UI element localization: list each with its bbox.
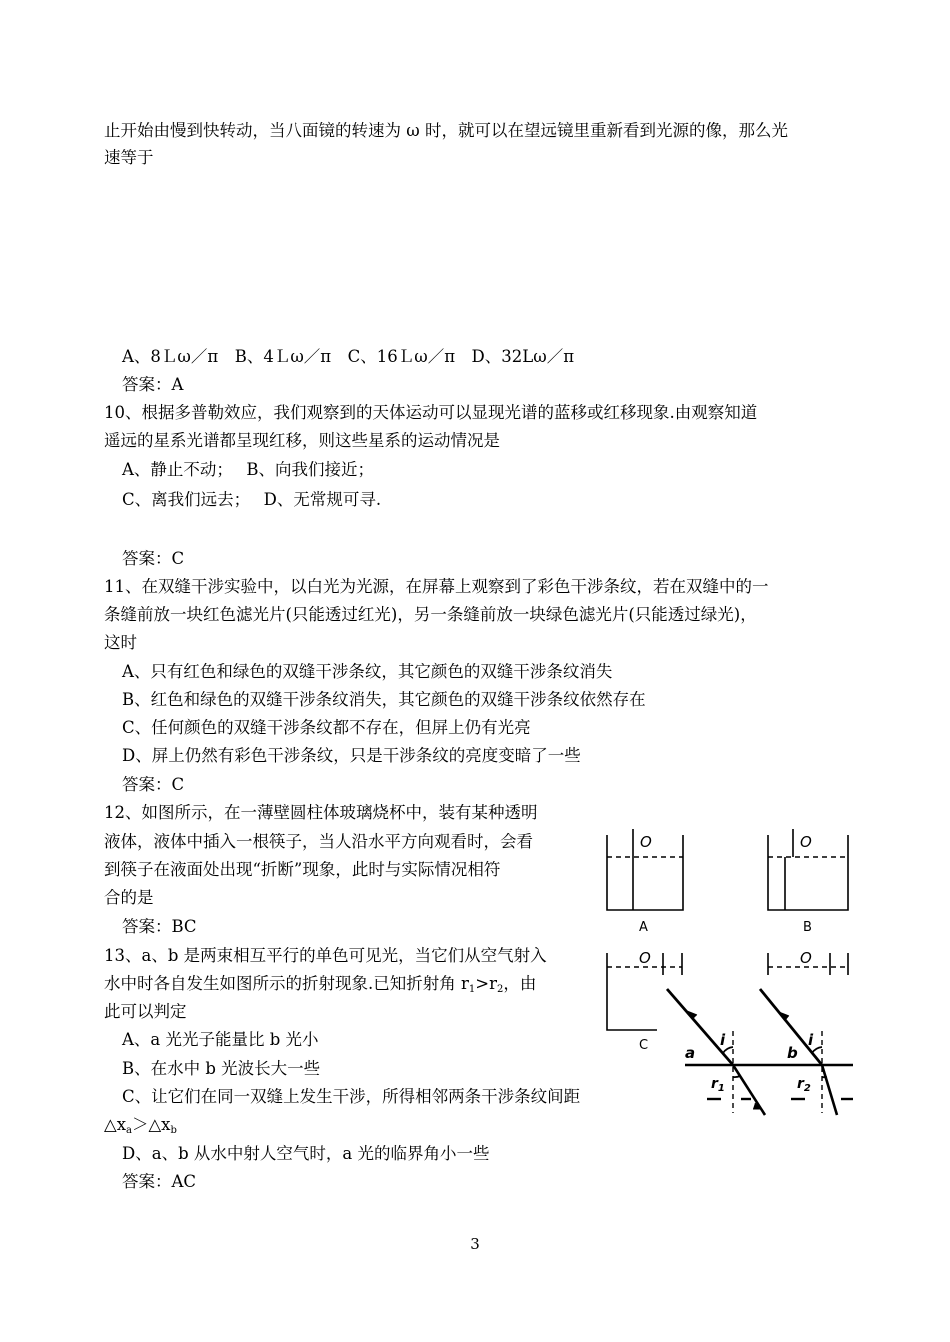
q11-text-line3: 这时 <box>104 633 137 652</box>
q13-c-gt: ＞△x <box>131 1115 171 1134</box>
angle-r1-r: r <box>711 1076 718 1092</box>
q9-text-line2: 速等于 <box>104 148 154 167</box>
q13-line2-pre: 水中时各自发生如图所示的折射现象.已知折射角 r <box>104 974 469 993</box>
ray-a-label: a <box>685 1044 696 1062</box>
q11-option-a: A、只有红色和绿色的双缝干涉条纹，其它颜色的双缝干涉条纹消失 <box>122 662 613 681</box>
ray-a-incident <box>667 989 733 1065</box>
q12-answer: 答案：BC <box>122 917 197 936</box>
q11-text-line2: 条缝前放一块红色滤光片(只能透过红光)，另一条缝前放一块绿色滤光片(只能透过绿光)， <box>104 605 757 624</box>
q13-line2-mid: >r <box>475 974 497 993</box>
q13-text-line1: 13、a、b 是两束相互平行的单色可见光，当它们从空气射入 <box>104 946 547 965</box>
q10-answer: 答案：C <box>122 549 185 568</box>
beaker-a-o-label: O <box>640 833 652 851</box>
q10-options-ab: A、静止不动； B、向我们接近； <box>122 460 375 479</box>
q11-option-c: C、任何颜色的双缝干涉条纹都不存在，但屏上仍有光亮 <box>122 718 531 737</box>
q9-options: A、8Ｌω／π B、4Ｌω／π C、16Ｌω／π D、32Lω／π <box>122 347 575 366</box>
q13-line2-sub2: 2 <box>496 984 504 995</box>
ray-b-refracted <box>822 1065 837 1115</box>
beaker-c-o-label: O <box>639 949 651 967</box>
q13-text-line2 <box>104 973 536 1001</box>
q13-option-d: D、a、b 从水中射人空气时，a 光的临界角小一些 <box>122 1144 490 1163</box>
q10-text-line1: 10、根据多普勒效应，我们观察到的天体运动可以显现光谱的蓝移或红移现象.由观察知道 <box>104 403 758 422</box>
beaker-b-label: B <box>803 920 812 935</box>
q13-option-c-line1: C、让它们在同一双缝上发生干涉，所得相邻两条干涉条纹间距 <box>122 1087 581 1106</box>
q9-text-line1: 止开始由慢到快转动，当八面镜的转速为 ω 时，就可以在望远镜里重新看到光源的像，那么光 <box>104 121 788 140</box>
angle-r1-sub: 1 <box>717 1083 725 1094</box>
q13-answer: 答案：AC <box>122 1172 197 1191</box>
angle-r2-r: r <box>797 1076 804 1092</box>
angle-r1-label <box>711 1076 725 1094</box>
q12-text-line4: 合的是 <box>104 888 154 907</box>
q13-line2-sub1: 1 <box>468 984 476 995</box>
q13-c-sub-a: a <box>126 1125 132 1136</box>
q13-line2-post: ，由 <box>503 974 537 993</box>
angle-r2-label <box>797 1076 811 1094</box>
q12-text-line2: 液体，液体中插入一根筷子，当人沿水平方向观看时，会看 <box>104 832 533 851</box>
page-number: 3 <box>470 1235 480 1253</box>
ray-b-angle-i-arc <box>812 1047 822 1053</box>
beaker-b-o-label: O <box>800 833 812 851</box>
q11-option-b: B、红色和绿色的双缝干涉条纹消失，其它颜色的双缝干涉条纹依然存在 <box>122 690 646 709</box>
q13-c-sub-b: b <box>170 1125 177 1136</box>
q13-option-b: B、在水中 b 光波长大一些 <box>122 1059 321 1078</box>
beaker-a-label: A <box>639 920 648 935</box>
angle-i-b-label: i <box>808 1031 814 1049</box>
angle-r2-sub: 2 <box>803 1083 811 1094</box>
q11-text-line1: 11、在双缝干涉实验中，以白光为光源，在屏幕上观察到了彩色干涉条纹，若在双缝中的一 <box>104 577 769 596</box>
q13-c-dxa: △x <box>104 1115 126 1134</box>
ray-b-label: b <box>787 1044 798 1062</box>
q13-text-line3: 此可以判定 <box>104 1002 187 1021</box>
beaker-c-label: C <box>639 1038 649 1053</box>
q11-option-d: D、屏上仍然有彩色干涉条纹，只是干涉条纹的亮度变暗了一些 <box>122 746 581 765</box>
q12-text-line3: 到筷子在液面处出现“折断”现象，此时与实际情况相符 <box>104 860 501 879</box>
q12-text-line1: 12、如图所示，在一薄壁圆柱体玻璃烧杯中，装有某种透明 <box>104 803 538 822</box>
q10-options-cd: C、离我们远去； D、无常规可寻. <box>122 490 382 509</box>
q13-option-a: A、a 光光子能量比 b 光小 <box>122 1030 319 1049</box>
q9-answer: 答案：A <box>122 375 184 394</box>
ray-a-refracted <box>733 1065 765 1115</box>
ray-a-angle-r-arc <box>733 1076 740 1077</box>
q11-answer: 答案：C <box>122 775 185 794</box>
ray-b-arrowhead <box>779 1012 789 1021</box>
beaker-d-o-label: O <box>800 949 812 967</box>
q13-option-c-line2 <box>104 1114 177 1142</box>
q10-text-line2: 遥远的星系光谱都呈现红移，则这些星系的运动情况是 <box>104 431 500 450</box>
refraction-diagram <box>665 985 860 1120</box>
angle-i-a-label: i <box>720 1031 726 1049</box>
q13-figure <box>665 985 860 1120</box>
